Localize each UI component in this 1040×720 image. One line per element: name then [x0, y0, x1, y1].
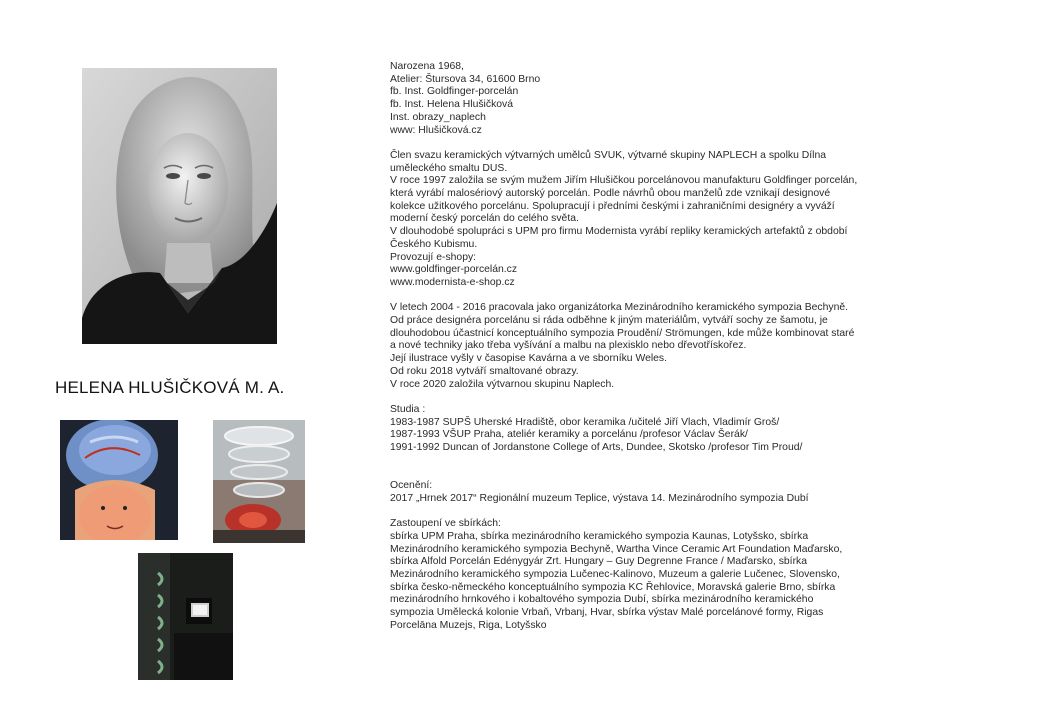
awards-block	[390, 480, 950, 505]
bio-line: V roce 2020 založila výtvarnou skupinu Naplech.	[390, 378, 615, 390]
bio-line: dlouhodobou účastnicí konceptuálního sympozia Proudění/ Strömungen, kde může kombinovat staré	[390, 327, 855, 339]
collections-block	[390, 518, 950, 632]
collections-line: Porcelāna Muzejs, Riga, Lotyšsko	[390, 619, 547, 631]
bio-line: Její ilustrace vyšly v časopise Kavárna a ve sborníku Weles.	[390, 353, 668, 365]
bio-line: Českého Kubismu.	[390, 238, 478, 250]
artwork-image-porcelain	[213, 420, 305, 543]
contact-line: Inst. obrazy_naplech	[390, 111, 486, 123]
bio-paragraph-1	[390, 150, 950, 290]
collections-line: sbírka Alfold Porcelán Edénygyár Zrt. Hungary – Guy Degrenne France / Maďarsko, sbírka	[390, 556, 808, 568]
artwork-image-face	[60, 420, 178, 540]
bio-line: Od práce designéra porcelánu si ráda odběhne k jiným materiálům, vytváří sochy ze šamotu, je	[390, 315, 828, 327]
bio-line: Provozují e-shopy:	[390, 251, 477, 263]
bio-paragraph-2	[390, 302, 950, 391]
studies-item: 1991-1992 Duncan of Jordanstone College of Arts, Dundee, Skotsko /profesor Tim Proud/	[390, 442, 803, 454]
contact-line: www: Hlušičková.cz	[390, 124, 482, 136]
collections-line: sbírka česko-německého konceptuálního sympozia KC Řehlovice, Moravská galerie Brno, sbírka	[390, 581, 836, 593]
bio-line: V letech 2004 - 2016 pracovala jako organizátorka Mezinárodního keramického sympozia Bechyně.	[390, 302, 849, 314]
awards-item: 2017 „Hrnek 2017“ Regionální muzeum Teplice, výstava 14. Mezinárodního sympozia Dubí	[390, 492, 809, 504]
biography-text	[390, 61, 950, 633]
bio-line: kolekce užitkového porcelánu. Spolupracují i předními českými i zahraničními designéry a vyváží	[390, 200, 835, 212]
bio-line: Člen svazu keramických výtvarných umělců SVUK, výtvarné skupiny NAPLECH a spolku Dílna	[390, 149, 826, 161]
bio-line: a nové techniky jako třeba vyšívání a malbu na plexisklo nebo dřevotřískořez.	[390, 340, 747, 352]
artwork-image-tunnel	[138, 553, 233, 680]
contact-line: fb. Inst. Helena Hlušičková	[390, 99, 514, 111]
bio-line: která vyrábí malosériový autorský porcelán. Podle návrhů obou manželů zde vznikají designové	[390, 188, 831, 200]
bio-line: V roce 1997 založila se svým mužem Jiřím Hlušičkou porcelánovou manufakturu Goldfinger porcelán,	[390, 175, 858, 187]
contact-line: Narozena 1968,	[390, 61, 464, 72]
studies-item: 1983-1987 SUPŠ Uherské Hradiště, obor keramika /učitelé Jiří Vlach, Vladimír Groš/	[390, 416, 780, 428]
artist-portrait-photo	[82, 68, 277, 344]
bio-line: uměleckého smaltu DUS.	[390, 162, 508, 174]
contact-block	[390, 61, 950, 137]
collections-line: Mezinárodního keramického sympozia Bechyně, Wartha Vince Ceramic Art Foundation Maďarsko,	[390, 543, 843, 555]
studies-heading: Studia :	[390, 403, 426, 415]
collections-heading: Zastoupení ve sbírkách:	[390, 518, 501, 530]
bio-line: www.modernista-e-shop.cz	[390, 276, 515, 288]
bio-line: moderní český porcelán do celého světa.	[390, 213, 579, 225]
artist-name-heading: HELENA HLUŠIČKOVÁ M. A.	[55, 378, 285, 397]
collections-line: sbírka UPM Praha, sbírka mezinárodního keramického sympozia Kaunas, Lotyšsko, sbírka	[390, 530, 809, 542]
contact-line: Atelier: Štursova 34, 61600 Brno	[390, 73, 541, 85]
studies-item: 1987-1993 VŠUP Praha, ateliér keramiky a porcelánu /profesor Václav Šerák/	[390, 429, 748, 441]
awards-heading: Ocenění:	[390, 480, 433, 492]
bio-line: www.goldfinger-porcelán.cz	[390, 264, 518, 276]
bio-line: Od roku 2018 vytváří smaltované obrazy.	[390, 365, 579, 377]
contact-line: fb. Inst. Goldfinger-porcelán	[390, 86, 519, 98]
collections-line: mezinárodního hrnkového i kobaltového sympozia Dubí, sbírka mezinárodního keramického	[390, 594, 814, 606]
studies-block	[390, 404, 950, 455]
collections-line: Mezinárodního keramického sympozia Lučenec-Kalinovo, Muzeum a galerie Lučenec, Slovensko,	[390, 569, 840, 581]
collections-line: sympozia Umělecká kolonie Vrbaň, Vrbanj, Hvar, sbírka výstav Malé porcelánové formy, Rigas	[390, 607, 824, 619]
bio-line: V dlouhodobé spolupráci s UPM pro firmu Modernista vyrábí repliky keramických artefaktů z období	[390, 226, 848, 238]
